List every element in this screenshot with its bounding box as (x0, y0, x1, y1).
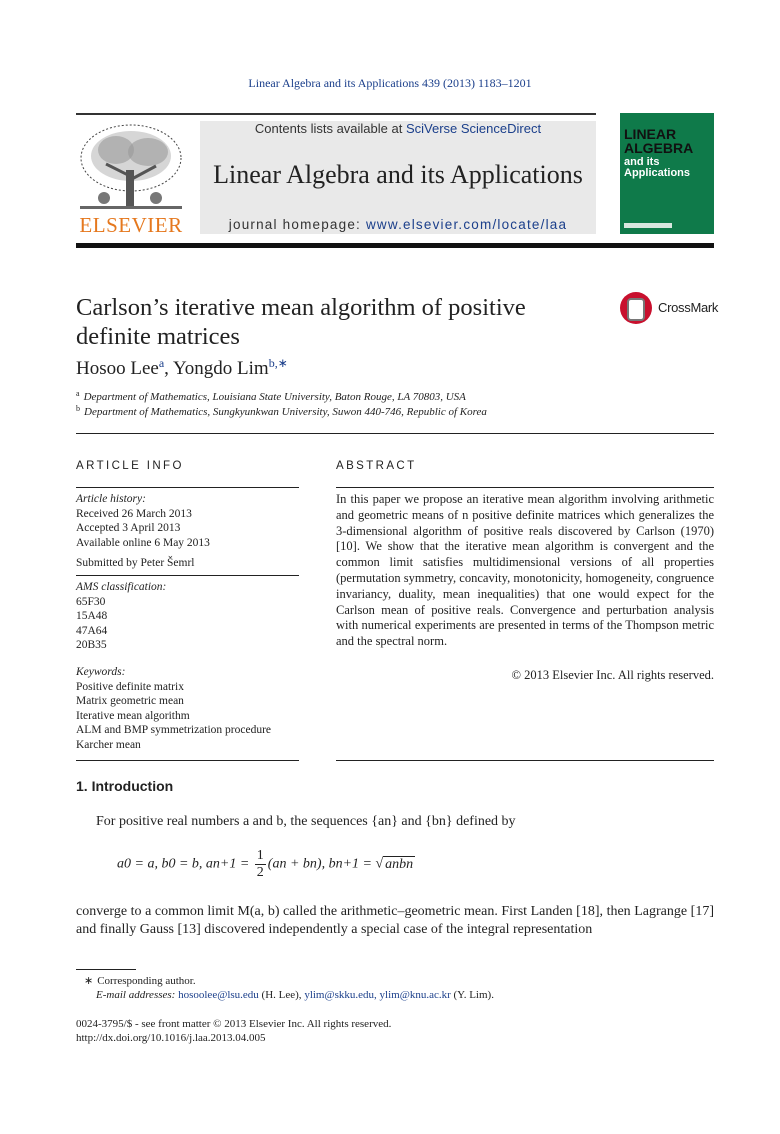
elsevier-tree-icon (76, 120, 186, 215)
affiliation-text: Department of Mathematics, Sungkyunkwan University, Suwon 440-746, Republic of Korea (84, 406, 487, 418)
eq-sqrt: anbn (385, 856, 414, 872)
elsevier-logo (76, 120, 186, 238)
author-affiliation-link[interactable]: a (158, 356, 165, 370)
section-heading: 1. Introduction (76, 778, 174, 794)
header-top-rule (76, 113, 596, 115)
ams-classification (76, 580, 166, 653)
homepage-prefix: journal homepage: (228, 217, 366, 232)
keyword: Iterative mean algorithm (76, 709, 190, 722)
crossmark-icon (620, 292, 652, 324)
intro-paragraph: converge to a common limit M(a, b) called the arithmetic–geometric mean. First Landen [18], then Lagrange [17] and finally Gauss [13] discovered independently a special case of the integral representation (76, 904, 714, 937)
eq-fraction: $\frac{1}{2}$ (256, 848, 264, 880)
ams-code: 20B35 (76, 639, 107, 651)
history-item: Received 26 March 2013 (76, 507, 192, 520)
article-title: Carlson’s iterative mean algorithm of positive definite matrices (76, 294, 526, 350)
homepage-link[interactable]: www.elsevier.com/locate/laa (365, 217, 568, 232)
abstract-label: ABSTRACT (336, 460, 417, 472)
history-label: Article history: (76, 493, 146, 505)
ams-code: 47A64 (76, 624, 108, 637)
abstract-copyright: © 2013 Elsevier Inc. All rights reserved. (511, 668, 714, 682)
crossmark-badge[interactable] (620, 290, 720, 330)
divider (336, 760, 714, 761)
email-link[interactable]: hosoolee@lsu.edu (178, 989, 259, 1001)
journal-name: Linear Algebra and its Applications (213, 160, 583, 189)
keyword: Matrix geometric mean (76, 695, 184, 707)
keyword: Karcher mean (76, 738, 141, 751)
ams-label: AMS classification: (76, 581, 167, 593)
history-item: Accepted 3 April 2013 (76, 522, 181, 534)
email-link[interactable]: ylim@knu.ac.kr (379, 989, 451, 1001)
divider (76, 487, 299, 488)
issn-line: 0024-3795/$ - see front matter © 2013 Elsevier Inc. All rights reserved. (76, 1018, 392, 1030)
divider (76, 433, 714, 434)
sciencedirect-link[interactable]: SciVerse ScienceDirect (405, 121, 542, 136)
email-label: E-mail addresses: (96, 989, 176, 1001)
email-owner: (Y. Lim). (453, 989, 494, 1001)
cover-subtitle: and its Applications (624, 156, 691, 179)
doi-link[interactable]: http://dx.doi.org/10.1016/j.laa.2013.04.005 (76, 1032, 266, 1044)
ams-code: 65F30 (76, 595, 106, 608)
footnote-rule (76, 969, 136, 970)
affiliation (76, 404, 487, 418)
history-item: Available online 6 May 2013 (76, 536, 210, 549)
divider (76, 575, 299, 576)
journal-citation[interactable]: Linear Algebra and its Applications 439 (2013) 1183–1201 (248, 76, 532, 90)
divider (76, 760, 299, 761)
display-equation: a0 = a, b0 = b, an+1 = $\frac{1}{2}$ (an + bn), bn+1 = √ anbn (117, 848, 414, 880)
affiliation-mark: a (76, 389, 80, 398)
affiliation-text: Department of Mathematics, Louisiana State University, Baton Rouge, LA 70803, USA (83, 391, 466, 403)
corresponding-footnote (76, 974, 196, 987)
email-footnote (96, 989, 494, 1001)
email-link[interactable]: ylim@skku.edu, (304, 989, 377, 1001)
author-list: Hosoo Lee$^a$, Yongdo Lim$^{b,∗}$ (76, 356, 288, 379)
publisher-name: ELSEVIER (79, 213, 183, 237)
author-affiliation-link[interactable]: b,∗ (268, 356, 288, 370)
author-name: Yongdo Lim (172, 358, 269, 379)
corresponding-text: Corresponding author. (97, 975, 196, 987)
affiliation-mark: b (76, 404, 80, 413)
email-owner: (H. Lee), (261, 989, 302, 1001)
journal-cover (620, 113, 714, 234)
article-history (76, 492, 210, 550)
abstract-text: In this paper we propose an iterative mean algorithm involving arithmetic and geometric means of n positive definite matrices which generalizes the 3-dimensional algorithm of positive reals discovered by Carlson (1970) [10]. We show that the iterative mean algorithm is convergent and the common limit satisfies multidimensional versions of all properties (permutation symmetry, concavity, monotonicity, homogeneity, congruence invariancy, duality, mean inequalities) that one would expect for the Carlson mean of positive reals. Convergence and perturbation analysis with numerical experiments are presented in terms of the Thompson metric and the spectral norm. (336, 492, 714, 649)
eq-part: a0 = a, b0 = b, an+1 = (117, 856, 250, 872)
header-thick-rule (76, 243, 714, 248)
footnote-mark: ∗ (84, 975, 94, 987)
submitted-by: Submitted by Peter Šemrl (76, 557, 195, 569)
divider (336, 487, 714, 488)
article-info-label: ARTICLE INFO (76, 460, 184, 472)
keyword: ALM and BMP symmetrization procedure (76, 724, 272, 736)
intro-paragraph: For positive real numbers a and b, the sequences {an} and {bn} defined by (96, 814, 516, 829)
keywords (76, 665, 271, 752)
keyword: Positive definite matrix (76, 680, 184, 693)
author-name: Hosoo Lee (76, 358, 159, 379)
eq-part: (an + bn), bn+1 = (267, 856, 372, 872)
crossmark-label: CrossMark (658, 300, 719, 315)
affiliation (76, 389, 466, 403)
keywords-label: Keywords: (76, 666, 126, 678)
cover-strip (624, 223, 672, 228)
contents-line (200, 121, 596, 136)
homepage-line (200, 217, 596, 232)
ams-code: 15A48 (76, 610, 108, 622)
contents-prefix: Contents lists available at (254, 121, 406, 136)
cover-title: LINEAR ALGEBRA (624, 126, 694, 156)
